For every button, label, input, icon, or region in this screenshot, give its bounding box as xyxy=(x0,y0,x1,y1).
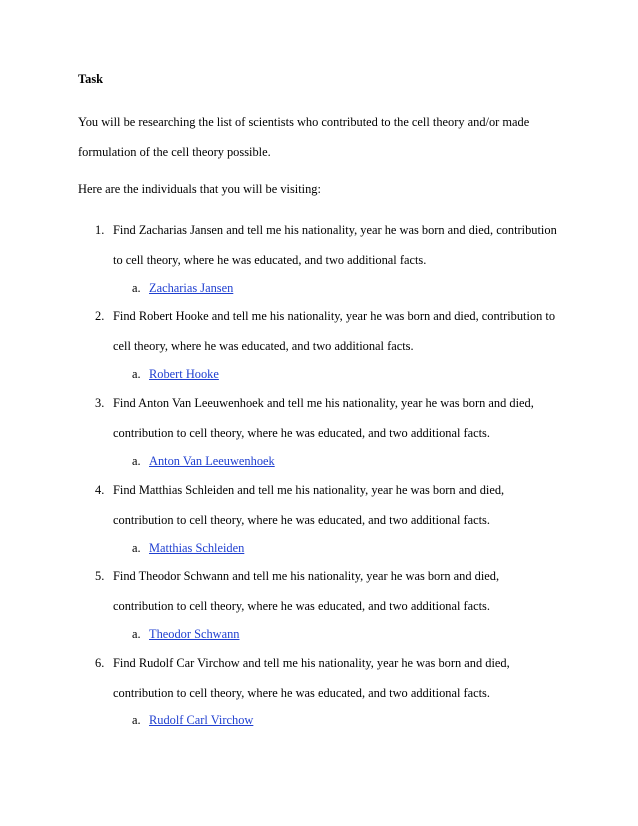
link-zacharias-jansen[interactable]: Zacharias Jansen xyxy=(149,281,234,295)
lead-text: Here are the individuals that you will be visiting: xyxy=(78,182,321,196)
sub-item-letter: a. xyxy=(132,713,141,727)
intro-line-1: You will be researching the list of scientists who contributed to the cell theory and/or made xyxy=(78,115,530,129)
list-item-line-1: Find Theodor Schwann and tell me his nationality, year he was born and died, xyxy=(113,569,500,583)
link-matthias-schleiden[interactable]: Matthias Schleiden xyxy=(149,541,245,555)
list-item-number: 5. xyxy=(95,569,105,583)
list-item-line-1: Find Robert Hooke and tell me his nationality, year he was born and died, contribution to xyxy=(113,309,556,323)
sub-item-letter: a. xyxy=(132,367,141,381)
intro-line-2: formulation of the cell theory possible. xyxy=(78,145,271,159)
task-heading: Task xyxy=(78,72,104,86)
link-rudolf-carl-virchow[interactable]: Rudolf Carl Virchow xyxy=(149,713,254,727)
list-item-line-2: cell theory, where he was educated, and two additional facts. xyxy=(113,339,414,353)
sub-item-letter: a. xyxy=(132,281,141,295)
link-theodor-schwann[interactable]: Theodor Schwann xyxy=(149,627,240,641)
sub-item-letter: a. xyxy=(132,541,141,555)
link-anton-van-leeuwenhoek[interactable]: Anton Van Leeuwenhoek xyxy=(149,454,275,468)
list-item-line-1: Find Matthias Schleiden and tell me his nationality, year he was born and died, xyxy=(113,483,505,497)
list-item-number: 1. xyxy=(95,223,105,237)
sub-item-letter: a. xyxy=(132,627,141,641)
list-item-line-2: contribution to cell theory, where he was educated, and two additional facts. xyxy=(113,686,490,700)
list-item-line-1: Find Rudolf Car Virchow and tell me his nationality, year he was born and died, xyxy=(113,656,510,670)
list-item-line-1: Find Zacharias Jansen and tell me his nationality, year he was born and died, contribution xyxy=(113,223,557,237)
list-item-number: 2. xyxy=(95,309,105,323)
list-item-line-1: Find Anton Van Leeuwenhoek and tell me his nationality, year he was born and died, xyxy=(113,396,534,410)
list-item-number: 4. xyxy=(95,483,105,497)
sub-item-letter: a. xyxy=(132,454,141,468)
list-item-line-2: contribution to cell theory, where he was educated, and two additional facts. xyxy=(113,599,490,613)
list-item-line-2: contribution to cell theory, where he was educated, and two additional facts. xyxy=(113,426,490,440)
list-item-line-2: to cell theory, where he was educated, and two additional facts. xyxy=(113,253,427,267)
list-item-number: 6. xyxy=(95,656,105,670)
list-item-number: 3. xyxy=(95,396,105,410)
list-item-line-2: contribution to cell theory, where he was educated, and two additional facts. xyxy=(113,513,490,527)
link-robert-hooke[interactable]: Robert Hooke xyxy=(149,367,219,381)
